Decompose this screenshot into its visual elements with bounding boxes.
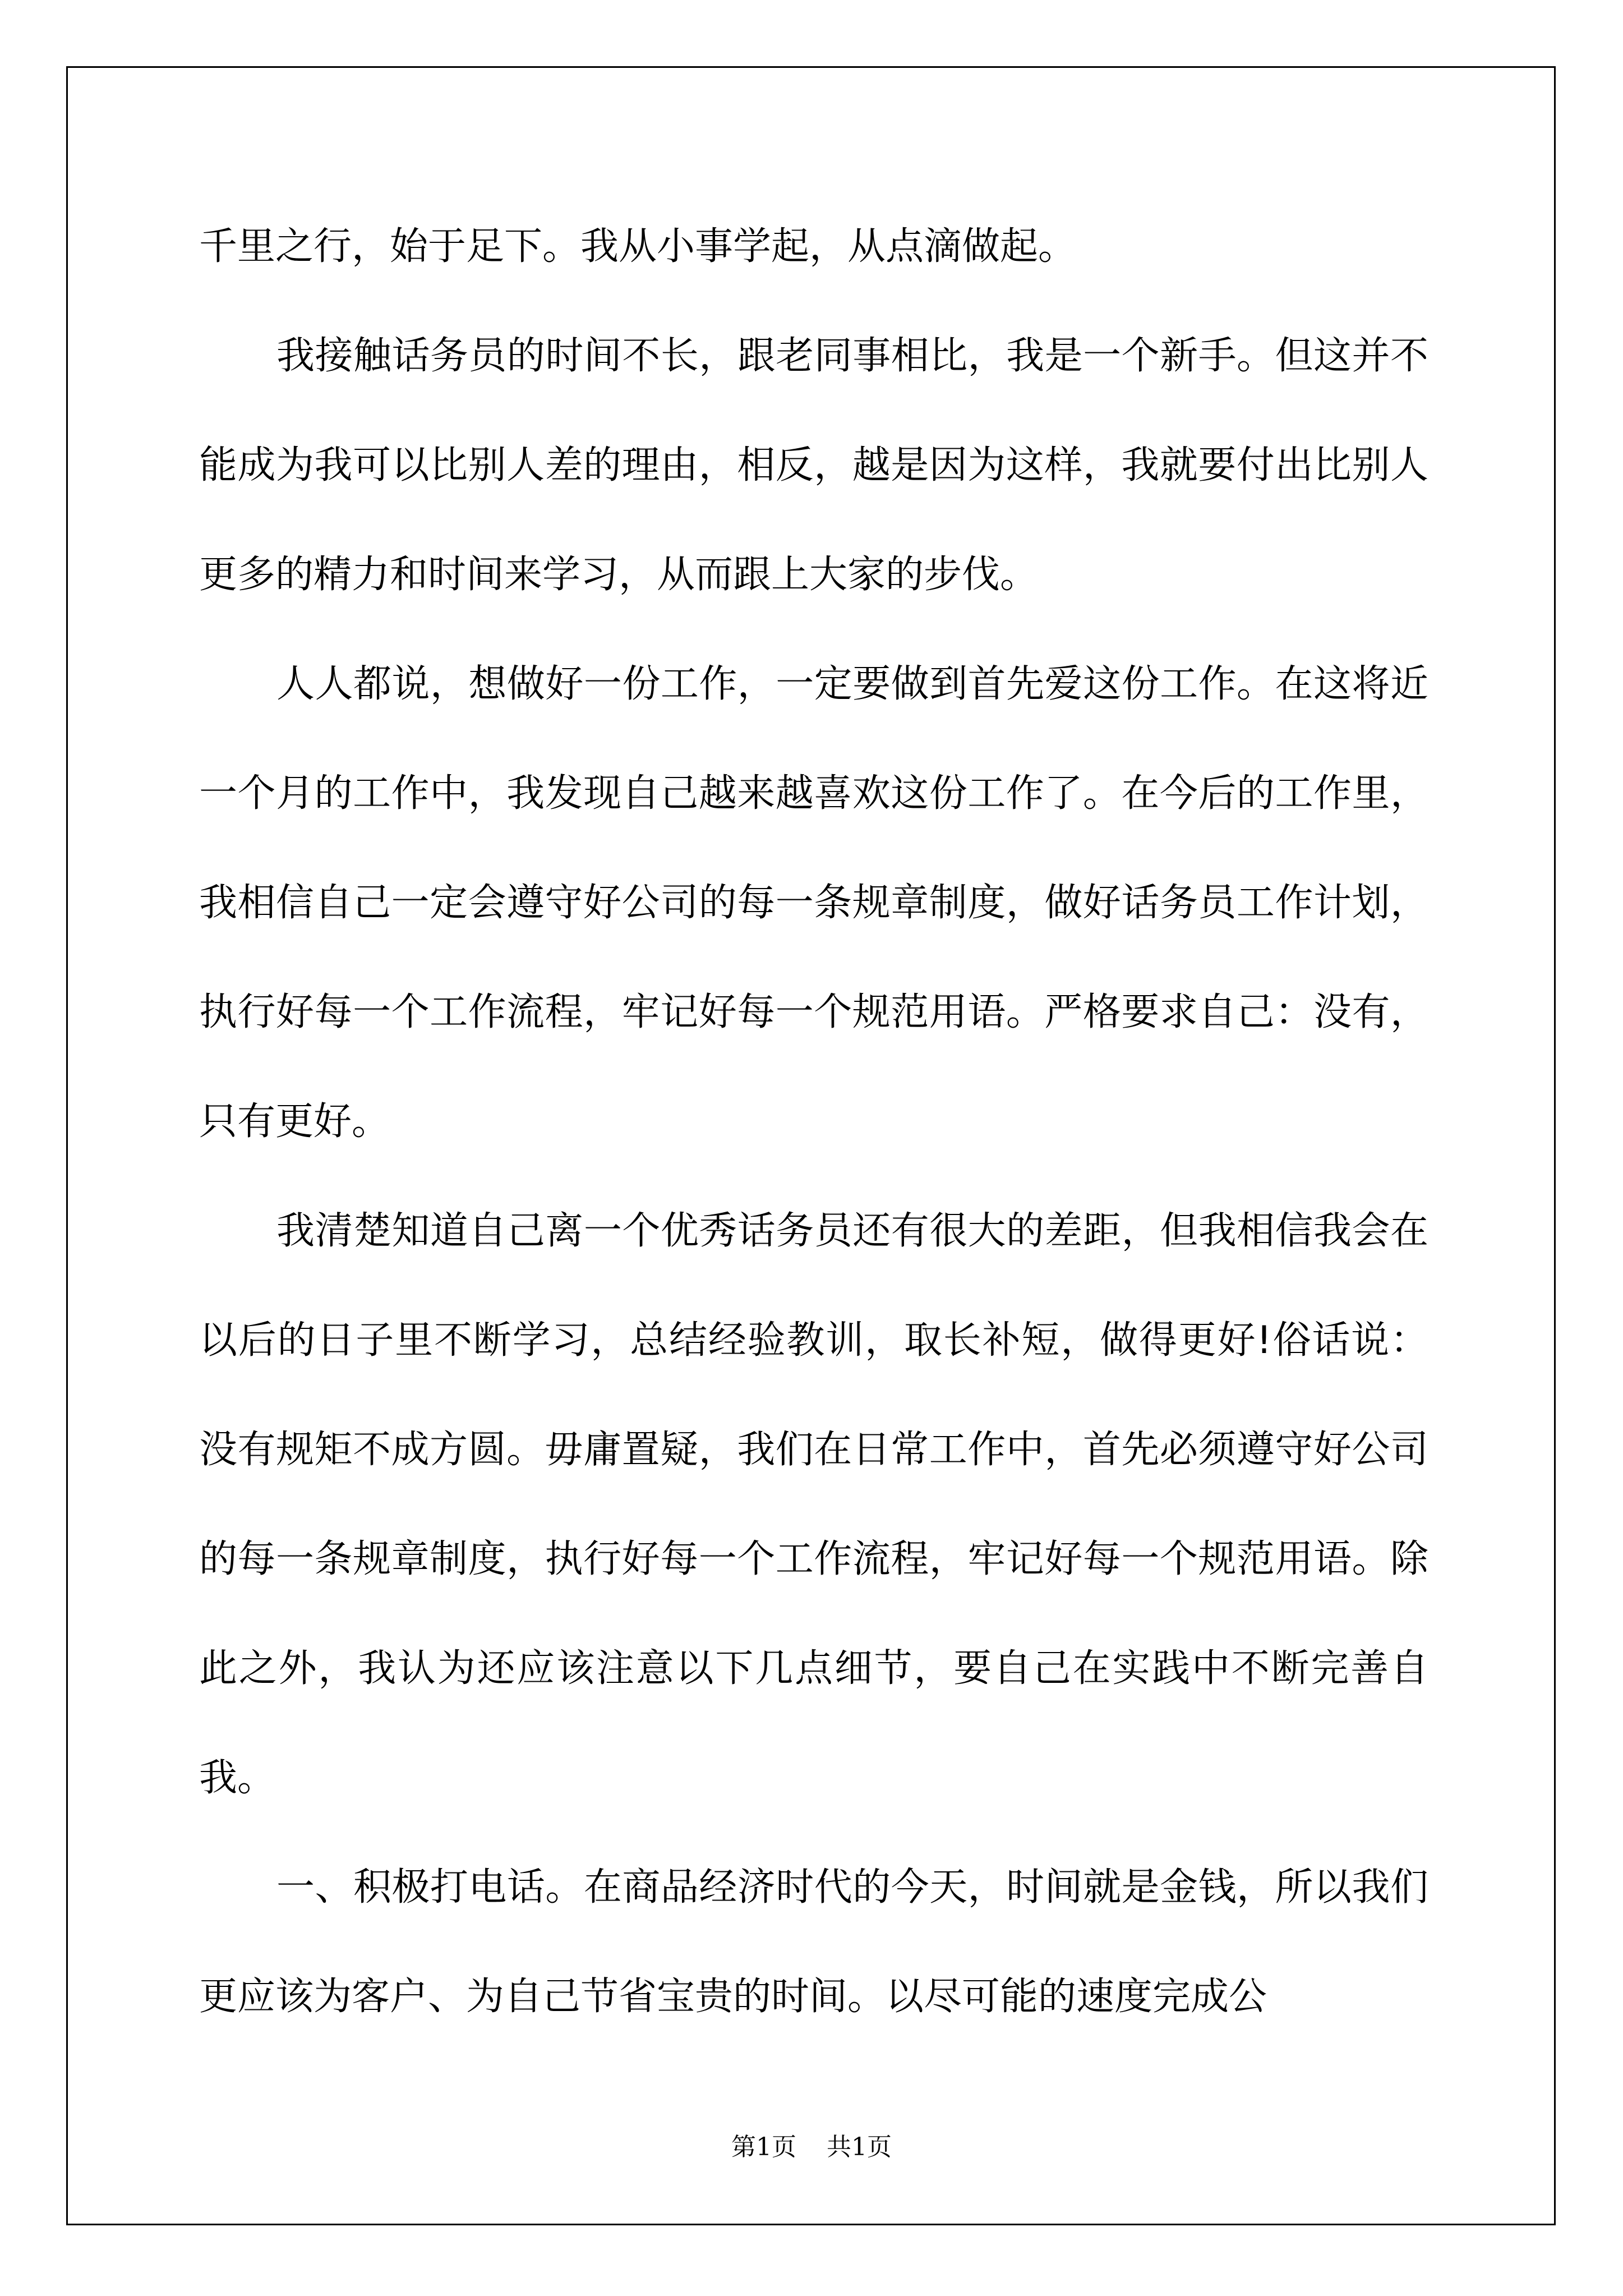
- document-body: [199, 192, 1428, 2051]
- page-total: 共1页: [827, 2133, 892, 2161]
- paragraph-3: 人人都说，想做好一份工作，一定要做到首先爱这份工作。在这将近一个月的工作中，我发现自己越来越喜欢这份工作了。在今后的工作里，我相信自己一定会遵守好公司的每一条规章制度，做好话务员工作计划，执行好每一个工作流程，牢记好每一个规范用语。严格要求自己：没有，只有更好。: [199, 662, 1428, 1144]
- paragraph-4: 我清楚知道自己离一个优秀话务员还有很大的差距，但我相信我会在以后的日子里不断学习，总结经验教训，取长补短，做得更好!俗话说：没有规矩不成方圆。毋庸置疑，我们在日常工作中，首先必须遵守好公司的每一条规章制度，执行好每一个工作流程，牢记好每一个规范用语。除此之外，我认为还应该注意以下几点细节，要自己在实践中不断完善自我。: [199, 1209, 1428, 1800]
- paragraph-1: 千里之行，始于足下。我从小事学起，从点滴做起。: [199, 224, 1077, 269]
- page-number: 第1页: [731, 2133, 796, 2161]
- page-footer: [0, 2132, 1623, 2163]
- paragraph-5: 一、积极打电话。在商品经济时代的今天，时间就是金钱，所以我们更应该为客户、为自己节省宝贵的时间。以尽可能的速度完成公: [199, 1865, 1428, 2019]
- paragraph-2: 我接触话务员的时间不长，跟老同事相比，我是一个新手。但这并不能成为我可以比别人差的理由，相反，越是因为这样，我就要付出比别人更多的精力和时间来学习，从而跟上大家的步伐。: [199, 334, 1428, 597]
